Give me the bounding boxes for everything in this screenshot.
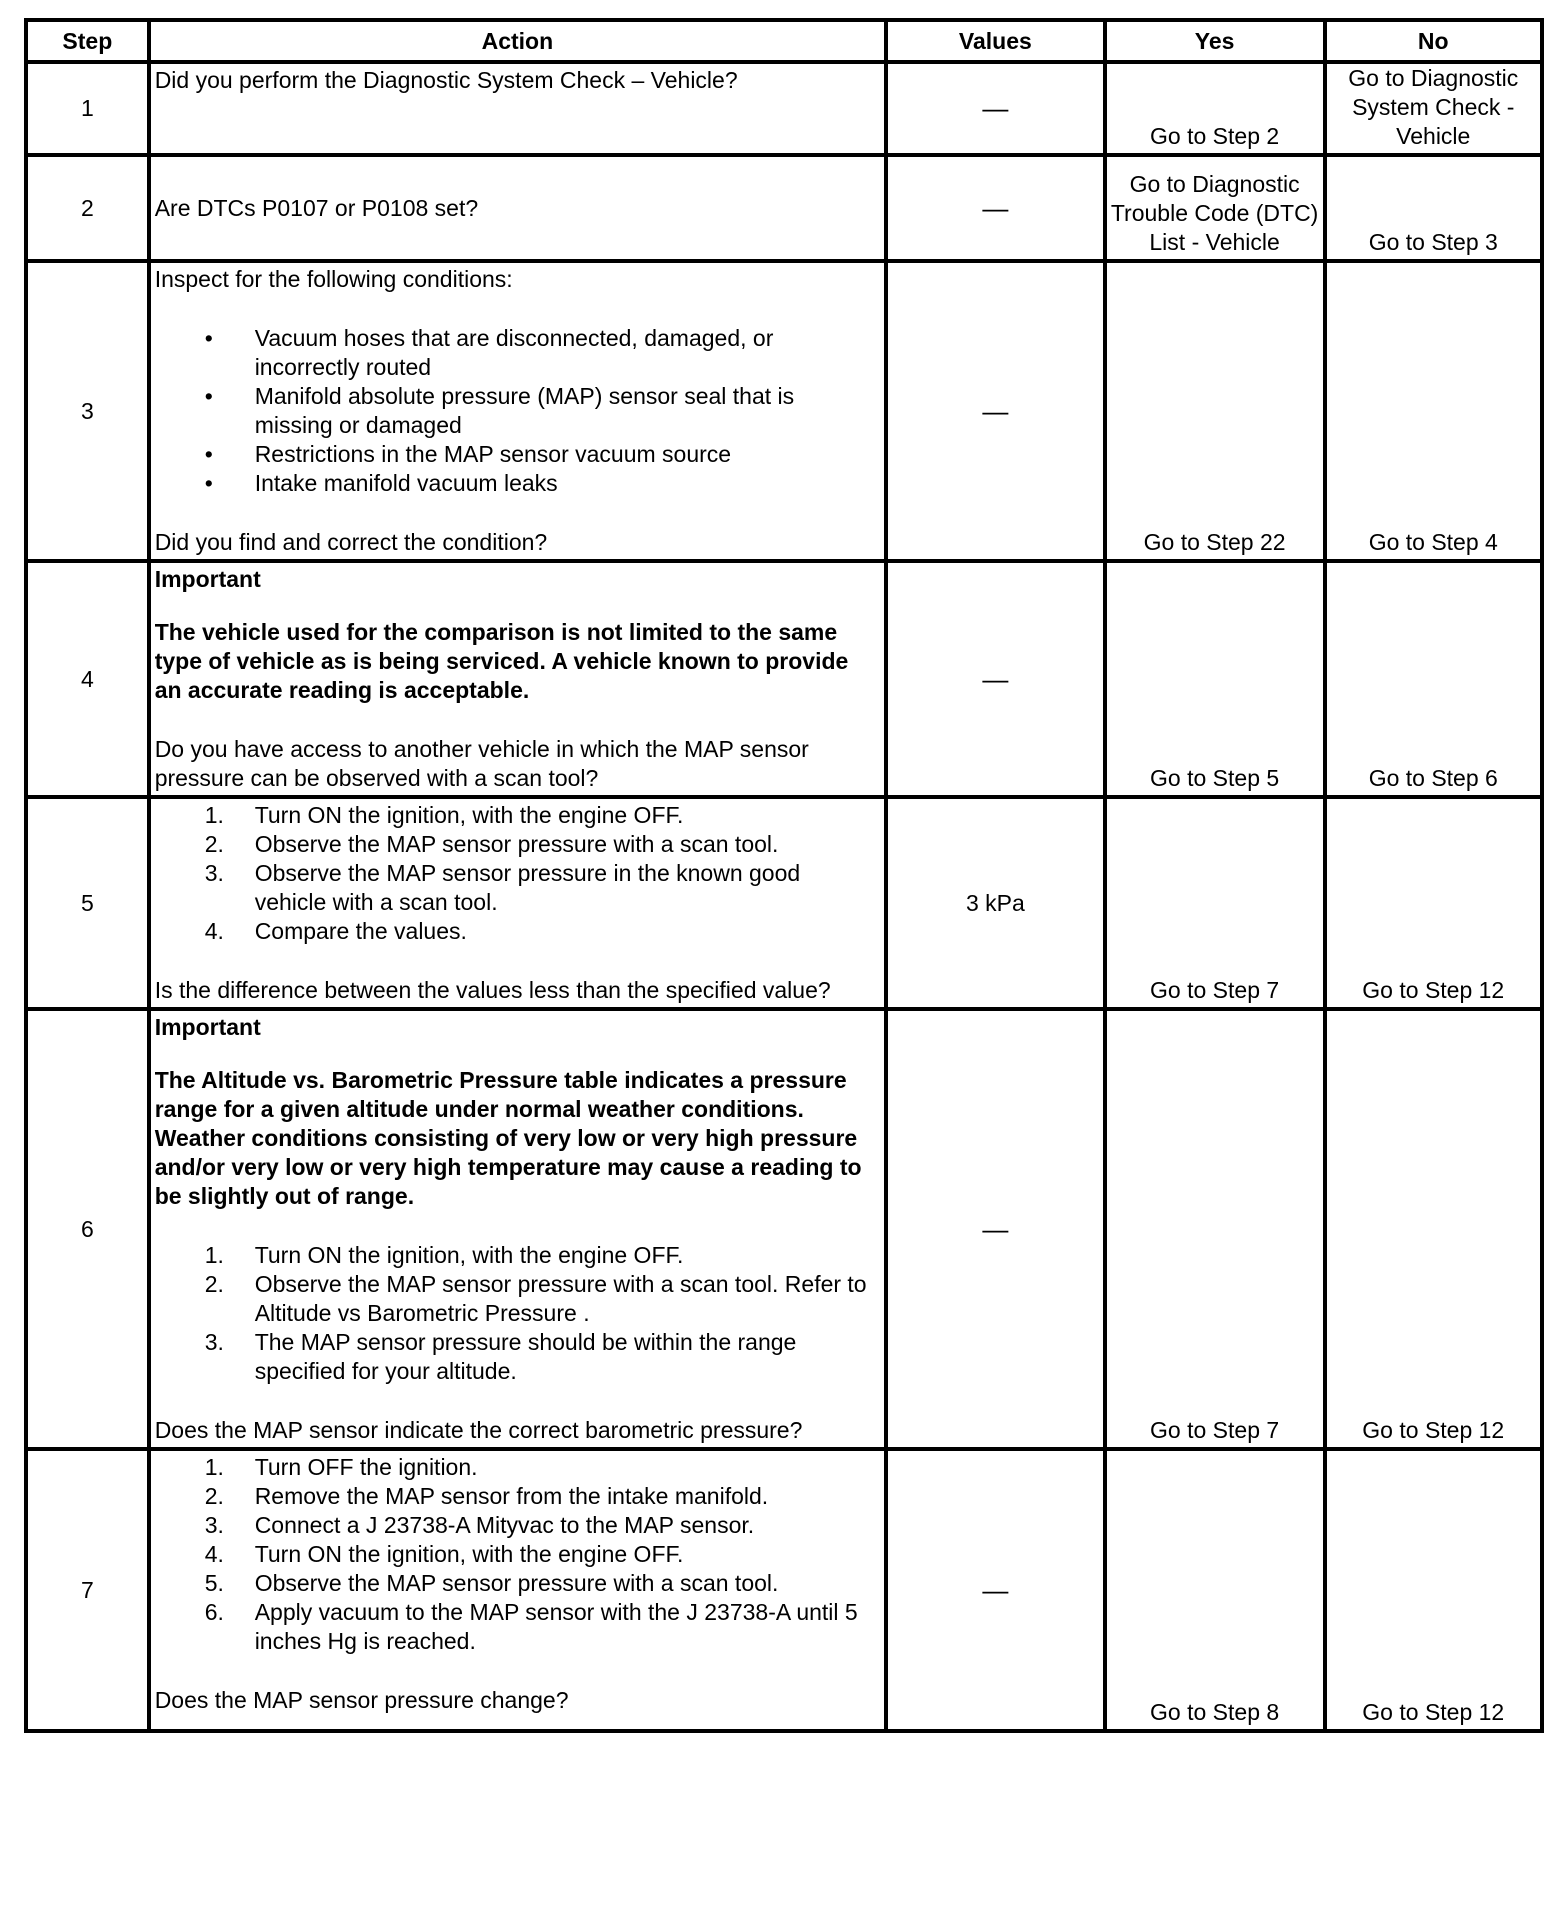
list-item: 2. Remove the MAP sensor from the intake manifold. [204, 1483, 769, 1509]
action-question: Does the MAP sensor pressure change? [154, 1687, 569, 1713]
action-question: Is the difference between the values less than the specified value? [154, 977, 831, 1003]
action-cell [149, 561, 886, 797]
yes-cell: Go to Step 5 [1105, 561, 1325, 797]
list-item: • Manifold absolute pressure (MAP) sensor seal that is missing or damaged [204, 383, 795, 438]
header-values: Values [886, 20, 1105, 62]
important-label: Important [154, 1014, 261, 1040]
no-cell: Go to Step 4 [1325, 261, 1542, 561]
list-item: 4. Turn ON the ignition, with the engine OFF. [204, 1541, 684, 1567]
action-cell [149, 1009, 886, 1449]
action-cell [149, 797, 886, 1009]
yes-cell: Go to Step 22 [1105, 261, 1325, 561]
action-cell [149, 62, 886, 155]
list-item: • Vacuum hoses that are disconnected, damaged, or incorrectly routed [204, 325, 774, 380]
step-number: 2 [26, 155, 149, 261]
step-number: 7 [26, 1449, 149, 1731]
list-item: 1. Turn ON the ignition, with the engine OFF. [204, 1242, 684, 1268]
action-cell [149, 261, 886, 561]
important-text: The Altitude vs. Barometric Pressure table indicates a pressure range for a given altitude under normal weather conditions. Weather conditions consisting of very low or very high pressure and/or very low or very high temperature may cause a reading to be slightly out of range. [154, 1067, 862, 1209]
action-question: Did you find and correct the condition? [154, 529, 548, 555]
yes-cell: Go to Step 8 [1105, 1449, 1325, 1731]
table-row [26, 62, 1542, 155]
list-item: 3. The MAP sensor pressure should be within the range specified for your altitude. [204, 1329, 797, 1384]
header-yes: Yes [1105, 20, 1325, 62]
procedure-list [155, 1241, 878, 1386]
table-row [26, 1449, 1542, 1731]
no-cell: Go to Diagnostic System Check - Vehicle [1325, 62, 1542, 155]
procedure-list [155, 1453, 878, 1656]
no-cell: Go to Step 12 [1325, 1449, 1542, 1731]
list-item: • Intake manifold vacuum leaks [204, 470, 558, 496]
value-cell: — [886, 62, 1105, 155]
list-item: 5. Observe the MAP sensor pressure with a scan tool. [204, 1570, 779, 1596]
no-cell: Go to Step 12 [1325, 1009, 1542, 1449]
list-item: • Restrictions in the MAP sensor vacuum source [204, 441, 732, 467]
action-cell [149, 155, 886, 261]
table-row [26, 155, 1542, 261]
yes-cell: Go to Diagnostic Trouble Code (DTC) List - Vehicle [1105, 155, 1325, 261]
step-number: 4 [26, 561, 149, 797]
list-item: 2. Observe the MAP sensor pressure with a scan tool. [204, 831, 779, 857]
no-cell: Go to Step 3 [1325, 155, 1542, 261]
list-item: 6. Apply vacuum to the MAP sensor with the J 23738-A until 5 inches Hg is reached. [204, 1599, 858, 1654]
yes-cell: Go to Step 7 [1105, 797, 1325, 1009]
value-cell: — [886, 561, 1105, 797]
step-number: 5 [26, 797, 149, 1009]
value-cell: — [886, 1009, 1105, 1449]
list-item: 2. Observe the MAP sensor pressure with a scan tool. Refer to Altitude vs Barometric Pressure . [204, 1271, 867, 1326]
diagnostic-table [24, 18, 1544, 1733]
value-cell: — [886, 155, 1105, 261]
yes-cell: Go to Step 2 [1105, 62, 1325, 155]
list-item: 3. Connect a J 23738-A Mityvac to the MAP sensor. [204, 1512, 755, 1538]
action-question: Are DTCs P0107 or P0108 set? [154, 194, 479, 221]
procedure-list [155, 801, 878, 946]
important-text: The vehicle used for the comparison is not limited to the same type of vehicle as is being serviced. A vehicle known to provide an accurate reading is acceptable. [154, 619, 849, 703]
value-cell: — [886, 1449, 1105, 1731]
action-question: Does the MAP sensor indicate the correct barometric pressure? [154, 1417, 803, 1443]
action-question: Did you perform the Diagnostic System Check – Vehicle? [154, 67, 738, 93]
list-item: 1. Turn OFF the ignition. [204, 1454, 478, 1480]
table-row [26, 261, 1542, 561]
action-cell [149, 1449, 886, 1731]
action-question: Do you have access to another vehicle in which the MAP sensor pressure can be observed with a scan tool? [154, 736, 809, 791]
header-row [26, 20, 1542, 62]
table-row [26, 1009, 1542, 1449]
step-number: 1 [26, 62, 149, 155]
step-number: 3 [26, 261, 149, 561]
value-cell: — [886, 261, 1105, 561]
action-intro: Inspect for the following conditions: [154, 266, 513, 292]
no-cell: Go to Step 12 [1325, 797, 1542, 1009]
value-cell: 3 kPa [886, 797, 1105, 1009]
conditions-list [155, 324, 878, 498]
no-cell: Go to Step 6 [1325, 561, 1542, 797]
list-item: 4. Compare the values. [204, 918, 467, 944]
yes-cell: Go to Step 7 [1105, 1009, 1325, 1449]
header-step: Step [26, 20, 149, 62]
table-row [26, 797, 1542, 1009]
list-item: 3. Observe the MAP sensor pressure in the known good vehicle with a scan tool. [204, 860, 801, 915]
header-no: No [1325, 20, 1542, 62]
important-label: Important [154, 566, 261, 592]
header-action: Action [149, 20, 886, 62]
step-number: 6 [26, 1009, 149, 1449]
list-item: 1. Turn ON the ignition, with the engine OFF. [204, 802, 684, 828]
table-row [26, 561, 1542, 797]
